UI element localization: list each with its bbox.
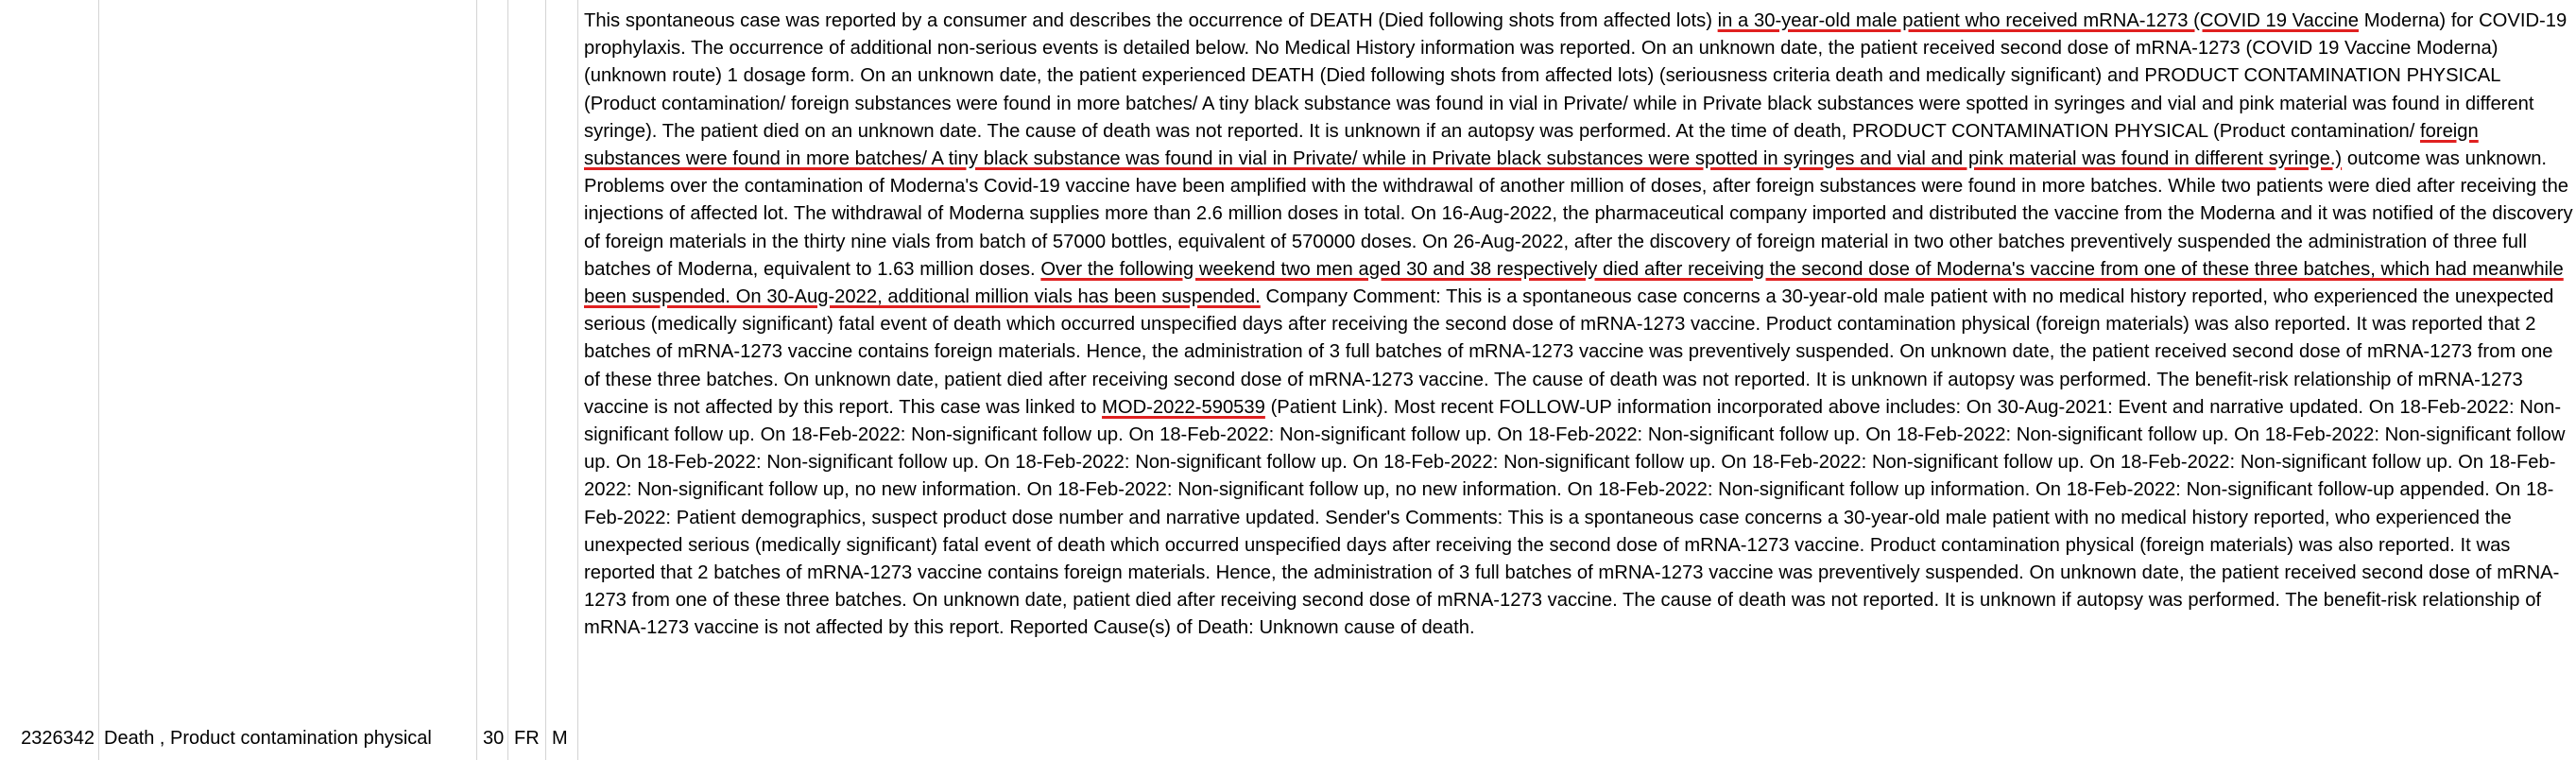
narrative-text: This spontaneous case was reported by a consumer and describes the occurrence of DEATH (Died following shots from affected lots) xyxy=(584,10,1718,31)
event-cell[interactable]: Death , Product contamination physical xyxy=(104,728,432,749)
narrative-cell[interactable] xyxy=(584,8,2573,643)
narrative-text: (Patient Link). Most recent FOLLOW-UP information incorporated above includes: On 30-Aug-2021: Event and narrative updated. On 18-Feb-2022: Non-significant follow up. On 18-Feb-2022: Non-significant follow up. On 18-Feb-2022: Non-significant follow up. On 18-Feb-2022: Non-significant follow up. On 18-Feb-2022: Non-significant follow up. On 18-Feb-2022: Non-significant follow up. On 18-Feb-2022: Non-significant follow up. On 18-Feb-2022: Non-significant follow up. On 18-Feb-2022: Non-significant follow up. On 18-Feb-2022: Non-significant follow up. On 18-Feb-2022: Non-significant follow up. On 18-Feb-2022: Non-significant follow up, no new information. On 18-Feb-2022: Non-significant follow up, no new information. On 18-Feb-2022: Non-significant follow up information. On 18-Feb-2022: Non-significant follow-up appended. On 18-Feb-2022: Patient demographics, suspect product dose number and narrative updated. Sender's Comments: This is a spontaneous case concerns a 30-year-old male patient with no medical history reported, who experienced the unexpected serious (medically significant) fatal event of death which occurred unspecified days after receiving the second dose of mRNA-1273 vaccine. Product contamination physical (foreign materials) was also reported. It was reported that 2 batches of mRNA-1273 vaccine contains foreign materials. Hence, the administration of 3 full batches of mRNA-1273 vaccine was preventively suspended. On unknown date, the patient received second dose of mRNA-1273 from one of these three batches. On unknown date, patient died after receiving second dose of mRNA-1273 vaccine. The cause of death was not reported. It is unknown if autopsy was performed. The benefit-risk relationship of mRNA-1273 vaccine is not affected by this report. Reported Cause(s) of Death: Unknown cause of death. xyxy=(584,396,2566,639)
highlighted-text: Over the following weekend two men aged 30 and 38 respectively died after receiving the second dose of Moderna's vaccine from one of these three batches, which had meanwhile been suspended. On 30-Aug-2022, additional million vials has been suspended. xyxy=(584,258,2564,308)
narrative-text: outcome was unknown. Problems over the contamination of Moderna's Covid-19 vaccine have been amplified with the withdrawal of another million of doses, after foreign substances were found in more batches. While two patients were died after receiving the injections of affected lot. The withdrawal of Moderna supplies more than 2.6 million doses in total. On 16-Aug-2022, the pharmaceutical company imported and distributed the vaccine from the Moderna and it was notified of the discovery of foreign materials in the thirty nine vials from batch of 57000 bottles, equivalent of 570000 doses. On 26-Aug-2022, after the discovery of foreign material in two other batches preventively suspended the administration of three full batches of Moderna, equivalent to 1.63 million doses. xyxy=(584,148,2573,280)
case-id-cell[interactable]: 2326342 xyxy=(21,728,94,749)
column-divider xyxy=(98,0,99,760)
column-divider xyxy=(577,0,578,760)
narrative-text: Moderna) for COVID-19 prophylaxis. The occurrence of additional non-serious events is detailed below. No Medical History information was reported. On an unknown date, the patient received second dose of mRNA-1273 (COVID 19 Vaccine Moderna) (unknown route) 1 dosage form. On an unknown date, the patient experienced DEATH (Died following shots from affected lots) (seriousness criteria death and medically significant) and PRODUCT CONTAMINATION PHYSICAL (Product contamination/ foreign substances were found in more batches/ A tiny black substance was found in vial in Private/ while in Private black substances were spotted in syringes and vial and pink material was found in different syringe). The patient died on an unknown date. The cause of death was not reported. It is unknown if an autopsy was performed. At the time of death, PRODUCT CONTAMINATION PHYSICAL (Product contamination/ xyxy=(584,10,2567,142)
patient-link[interactable]: MOD-2022-590539 xyxy=(1102,396,1265,418)
highlighted-text: in a 30-year-old male patient who received mRNA-1273 (COVID 19 Vaccine xyxy=(1717,10,2359,31)
column-divider xyxy=(476,0,477,760)
age-cell[interactable]: 30 xyxy=(483,728,505,749)
sex-cell[interactable]: M xyxy=(552,728,568,749)
column-divider xyxy=(545,0,546,760)
column-divider xyxy=(507,0,508,760)
narrative-text: Company Comment: This is a spontaneous case concerns a 30-year-old male patient with no medical history reported, who experienced the unexpected serious (medically significant) fatal event of death which occurred unspecified days after receiving the second dose of mRNA-1273 vaccine. Product contamination physical (foreign materials) was also reported. It was reported that 2 batches of mRNA-1273 vaccine contains foreign materials. Hence, the administration of 3 full batches of mRNA-1273 vaccine was preventively suspended. On unknown date, the patient received second dose of mRNA-1273 from one of these three batches. On unknown date, patient died after receiving second dose of mRNA-1273 vaccine. The cause of death was not reported. It is unknown if autopsy was performed. The benefit-risk relationship of mRNA-1273 vaccine is not affected by this report. This case was linked to xyxy=(584,286,2554,418)
country-cell[interactable]: FR xyxy=(514,728,540,749)
highlighted-text: foreign substances were found in more batches/ A tiny black substance was found in vial in Private/ while in Private black substances were spotted in syringes and vial and pink material was found in different syringe.) xyxy=(584,120,2479,170)
